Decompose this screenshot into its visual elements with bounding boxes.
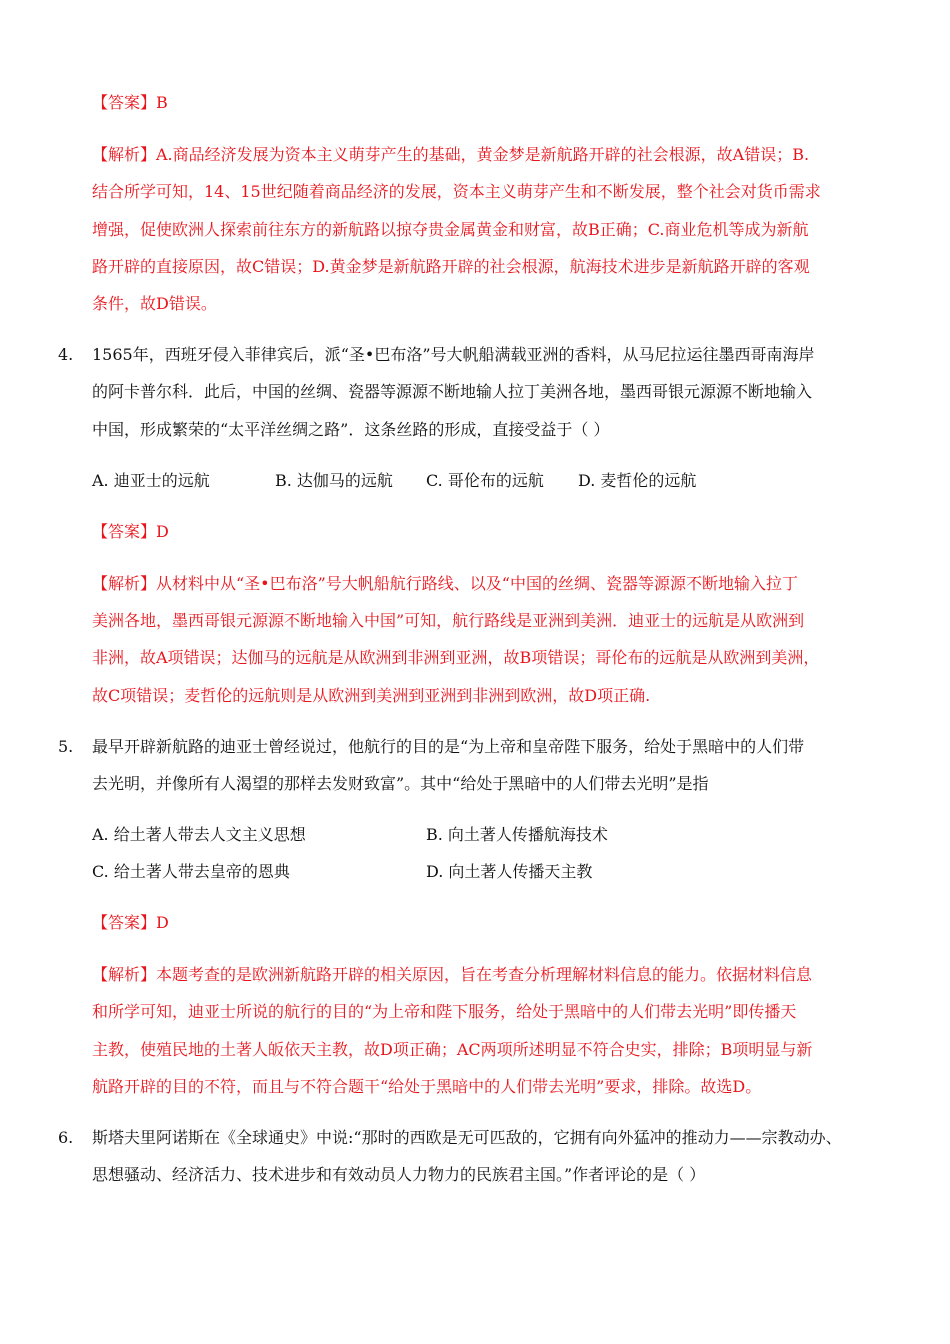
q3-analysis-line-1: 【解析】A.商品经济发展为资本主义萌芽产生的基础，黄金梦是新航路开辟的社会根源，故A错误；B. (92, 145, 810, 164)
q5-number: 5. (58, 737, 74, 756)
q5-answer: 【答案】D (92, 913, 169, 932)
q3-analysis-line-5: 条件，故D错误。 (92, 294, 217, 313)
q4-answer: 【答案】D (92, 522, 169, 541)
q3-analysis-line-4: 路开辟的直接原因，故C错误；D.黄金梦是新航路开辟的社会根源，航海技术进步是新航路开辟的客观 (92, 257, 810, 276)
q4-option-a: A. 迪亚士的远航 (92, 471, 210, 490)
q5-option-c: C. 给土著人带去皇帝的恩典 (92, 862, 290, 881)
q4-option-c: C. 哥伦布的远航 (426, 471, 544, 490)
q6-number: 6. (58, 1128, 74, 1147)
q6-stem-line-1: 斯塔夫里阿诺斯在《全球通史》中说:“那时的西欧是无可匹敌的，它拥有向外猛冲的推动力——宗教动办、 (92, 1128, 842, 1147)
q5-analysis-line-4: 航路开辟的目的不符，而且与不符合题干“给处于黑暗中的人们带去光明”要求，排除。故选D。 (92, 1077, 762, 1096)
q5-stem-line-2: 去光明，并像所有人渴望的那样去发财致富”。其中“给处于黑暗中的人们带去光明”是指 (92, 774, 709, 793)
q6-stem-line-2: 思想骚动、经济活力、技术进步和有效动员人力物力的民族君主国。”作者评论的是（ ） (92, 1165, 706, 1184)
q4-analysis-line-4: 故C项错误；麦哲伦的远航则是从欧洲到美洲到亚洲到非洲到欧洲，故D项正确. (92, 686, 651, 705)
q5-option-a: A. 给土著人带去人文主义思想 (92, 825, 306, 844)
q4-analysis-line-3: 非洲，故A项错误；达伽马的远航是从欧洲到非洲到亚洲，故B项错误；哥伦布的远航是从欧洲到美洲， (92, 648, 820, 667)
q4-option-b: B. 达伽马的远航 (275, 471, 393, 490)
q5-analysis-line-2: 和所学可知，迪亚士所说的航行的目的“为上帝和陛下服务，给处于黑暗中的人们带去光明”即传播天 (92, 1002, 797, 1021)
q5-analysis-line-1: 【解析】本题考查的是欧洲新航路开辟的相关原因，旨在考查分析理解材料信息的能力。依据材料信息 (92, 965, 813, 984)
q4-stem-line-1: 1565年，西班牙侵入菲律宾后，派“圣•巴布洛”号大帆船满载亚洲的香料，从马尼拉运往墨西哥南海岸 (92, 345, 815, 364)
q4-stem-line-3: 中国，形成繁荣的“太平洋丝绸之路”．这条丝路的形成，直接受益于（ ） (92, 420, 610, 439)
q5-option-d: D. 向土著人传播天主教 (426, 862, 593, 881)
q4-analysis-line-1: 【解析】从材料中从“圣•巴布洛”号大帆船航行路线、以及“中国的丝绸、瓷器等源源不断地输入拉丁 (92, 574, 798, 593)
q3-analysis-line-3: 增强，促使欧洲人探索前往东方的新航路以掠夺贵金属黄金和财富，故B正确；C.商业危机等成为新航 (92, 220, 809, 239)
q5-stem-line-1: 最早开辟新航路的迪亚士曾经说过，他航行的目的是“为上帝和皇帝陛下服务，给处于黑暗中的人们带 (92, 737, 805, 756)
q4-stem-line-2: 的阿卡普尔科．此后，中国的丝绸、瓷器等源源不断地输人拉丁美洲各地，墨西哥银元源源不断地输入 (92, 382, 813, 401)
q4-number: 4. (58, 345, 74, 364)
q3-answer: 【答案】B (92, 93, 168, 112)
q4-analysis-line-2: 美洲各地，墨西哥银元源源不断地输入中国”可知，航行路线是亚洲到美洲．迪亚士的远航是从欧洲到 (92, 611, 805, 630)
q5-analysis-line-3: 主教，使殖民地的土著人皈依天主教，故D项正确；AC两项所述明显不符合史实，排除；B项明显与新 (92, 1040, 813, 1059)
q3-analysis-line-2: 结合所学可知，14、15世纪随着商品经济的发展，资本主义萌芽产生和不断发展，整个社会对货币需求 (92, 182, 821, 201)
q4-option-d: D. 麦哲伦的远航 (578, 471, 697, 490)
q5-option-b: B. 向土著人传播航海技术 (426, 825, 608, 844)
